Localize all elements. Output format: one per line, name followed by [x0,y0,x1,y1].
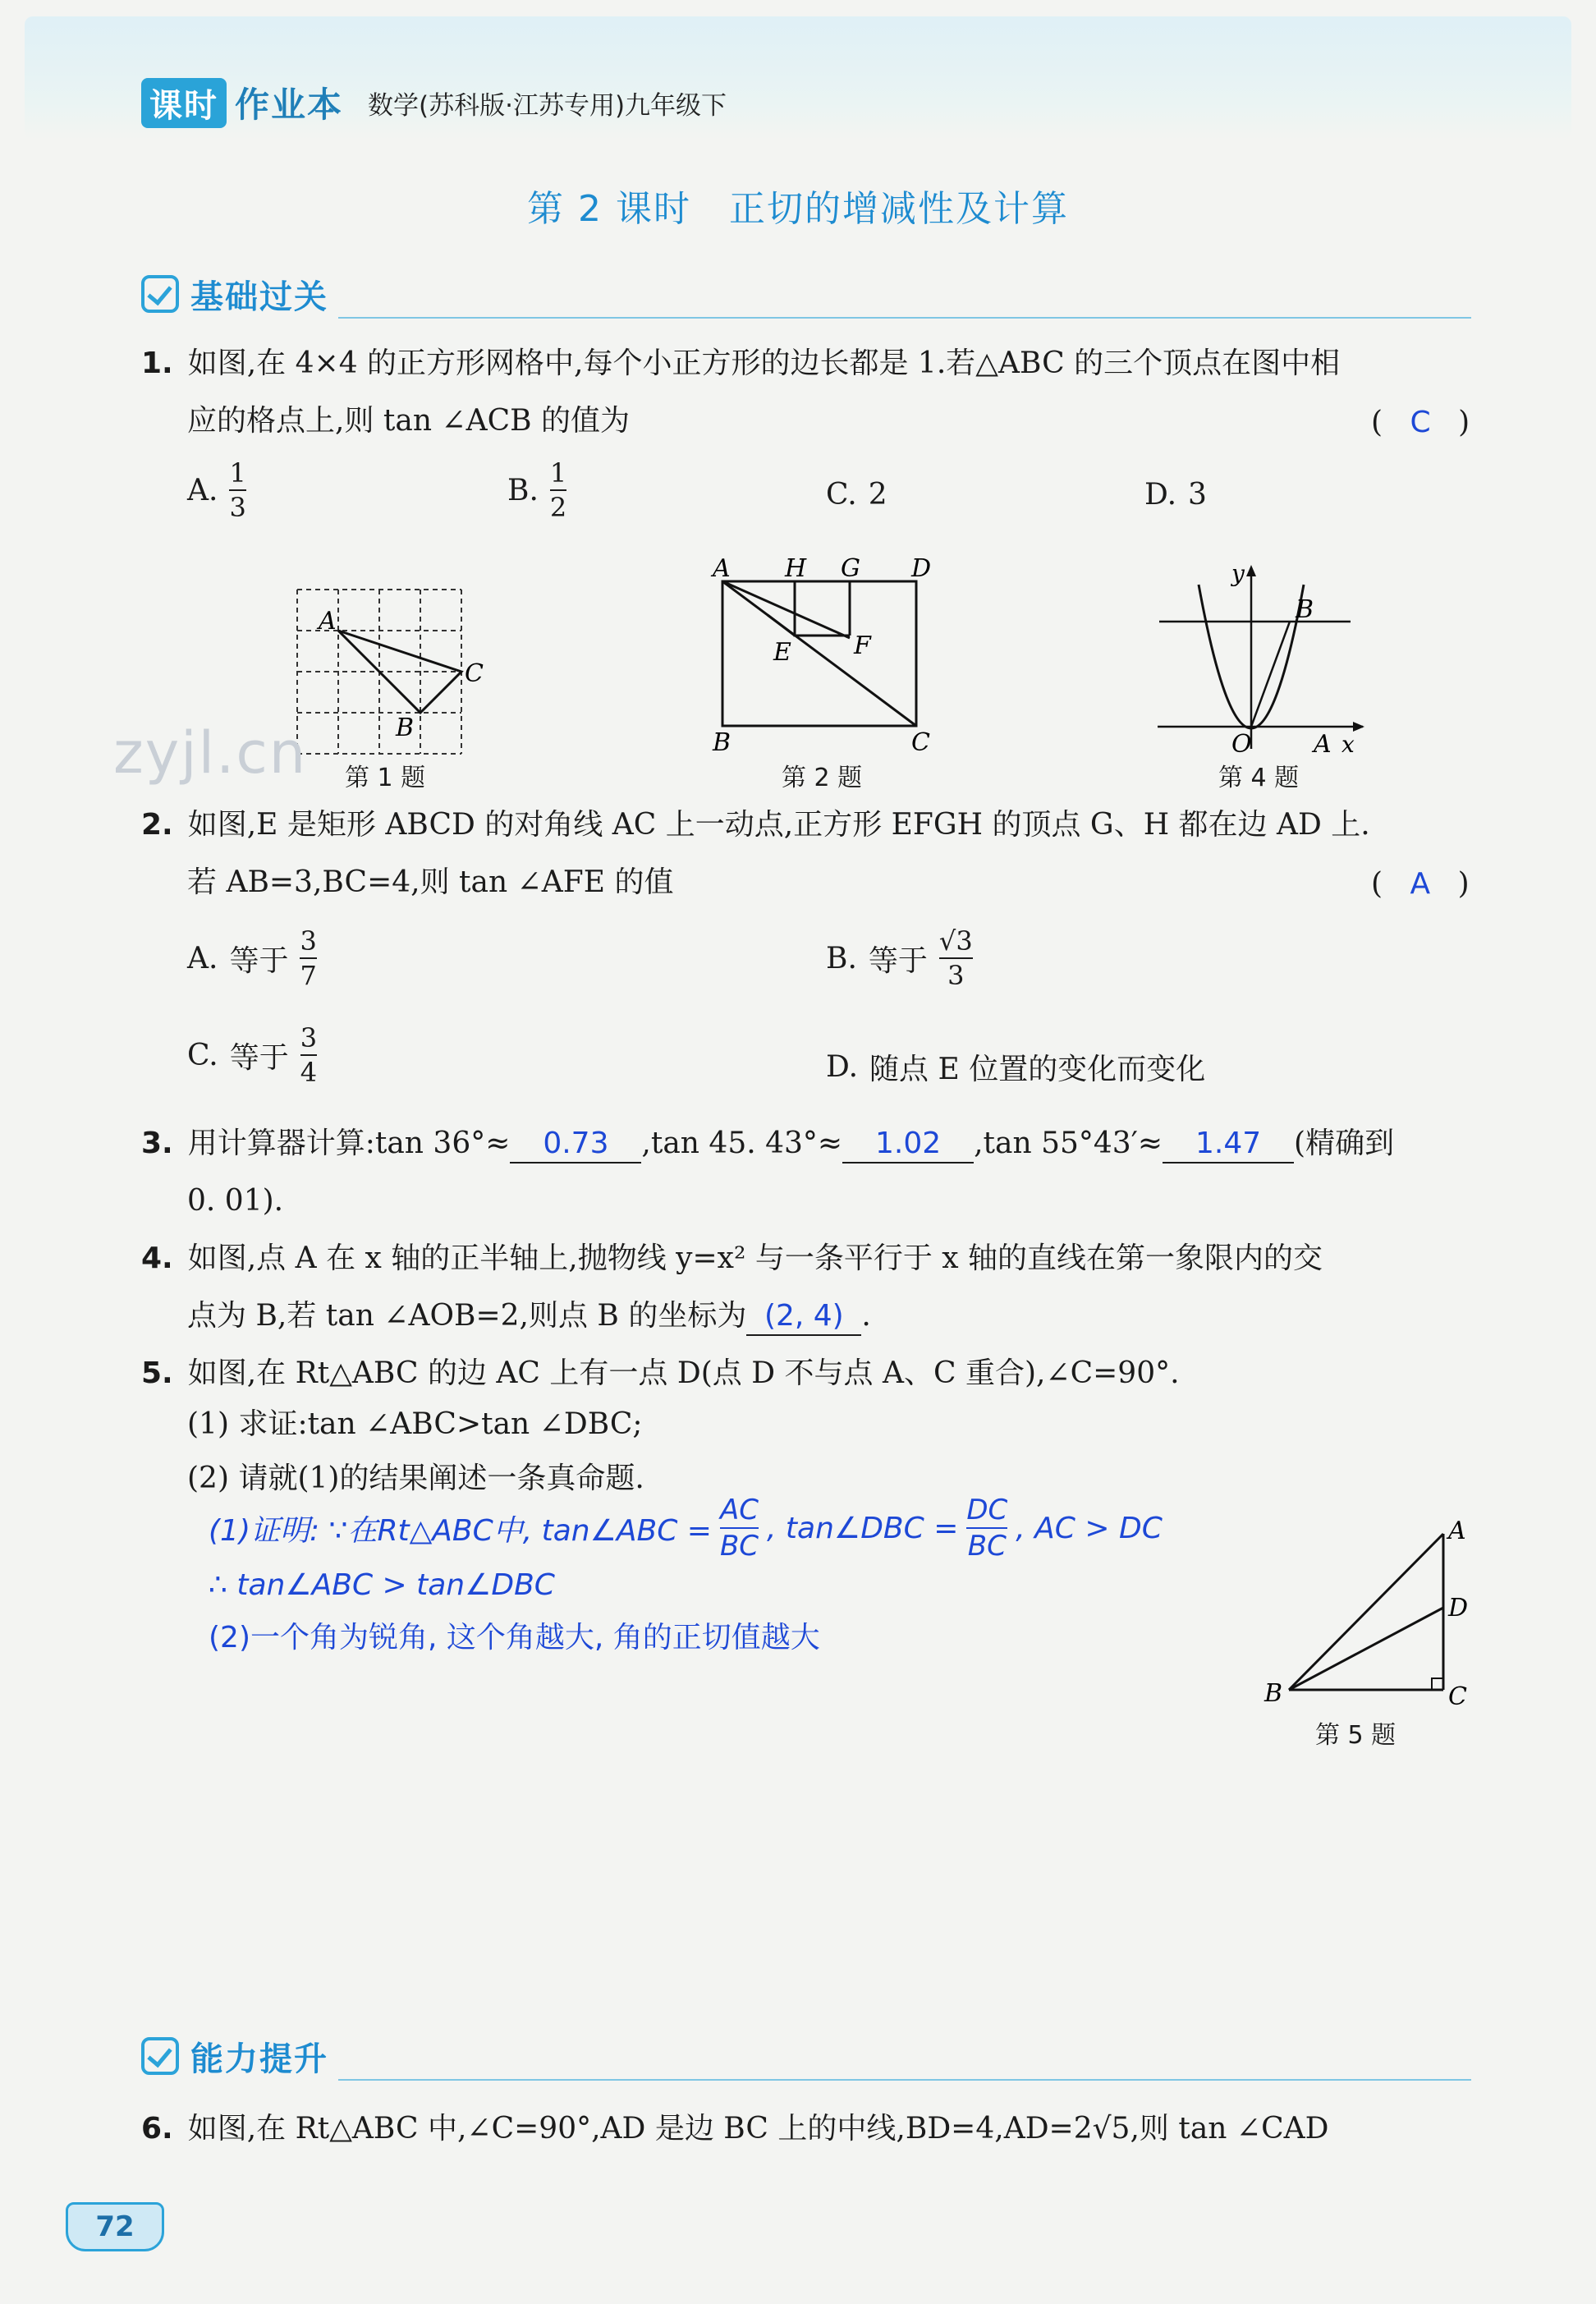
label-A: A [1314,730,1332,757]
q1-text1: 如图,在 4×4 的正方形网格中,每个小正方形的边长都是 1.若△ABC 的三个顶点在图中相 [187,347,1341,380]
q6-line1 [141,2100,1328,2158]
figure-4-parabola [1149,552,1379,757]
q4-text2: 点为 B,若 tan ∠AOB=2,则点 B 的坐标为 [187,1299,747,1333]
label-y: y [1231,560,1245,587]
fraction [300,925,317,991]
label-E: E [773,638,791,667]
section-divider [338,317,1471,319]
q1-line1 [141,335,1340,392]
q2-option-b [826,925,973,991]
proof-text: , tan∠DBC = [767,1511,959,1545]
option-label: A. [187,941,218,975]
q5-handwritten-answer-2: (2)一个角为锐角, 这个角越大, 角的正切值越大 [209,1621,820,1655]
q1-option-c [826,478,887,512]
option-label: D. [826,1050,859,1084]
q3-answer-1[interactable]: 0.73 [510,1126,641,1163]
option-text: 随点 E 位置的变化而变化 [869,1053,1206,1086]
paren-open: ( [1371,867,1383,901]
proof-text: (1)证明: ∵在Rt△ABC中, tan∠ABC = [209,1513,712,1548]
q3-answer-2[interactable]: 1.02 [842,1126,974,1163]
label-B: B [1264,1679,1283,1708]
fraction [938,925,973,991]
denominator: 3 [947,960,965,991]
q3-line1 [141,1115,1394,1173]
q2-option-a [187,925,317,991]
q4-text1: 如图,点 A 在 x 轴的正半轴上,抛物线 y=x² 与一条平行于 x 轴的直线在第一象限内的交 [187,1241,1323,1275]
q5-handwritten-conclusion: ∴ tan∠ABC > tan∠DBC [209,1568,555,1602]
section-divider [338,2079,1471,2081]
question-number: 1. [141,347,173,380]
label-H: H [785,554,807,583]
paren-open: ( [1371,406,1383,439]
numerator: 1 [229,457,246,489]
fraction [549,457,567,523]
q5-sub1: (1) 求证:tan ∠ABC>tan ∠DBC; [187,1407,643,1441]
label-D: D [1448,1594,1469,1622]
q2-line2: 若 AB=3,BC=4,则 tan ∠AFE 的值 [187,865,674,899]
brand-logo: 课时 [141,78,227,128]
denominator: BC [967,1530,1007,1563]
q3-text: ,tan 55°43′≈ [974,1127,1163,1160]
q5-line1 [141,1345,1180,1402]
question-number: 4. [141,1241,173,1275]
section-title: 能力提升 [190,2040,328,2078]
option-value: 2 [868,478,887,512]
label-B: B [713,728,732,757]
paren-close: ) [1457,867,1470,901]
q1-answer: C [1410,406,1431,439]
option-label: B. [507,473,539,507]
label-O: O [1231,730,1252,757]
option-label: C. [187,1038,218,1072]
q6-text1: 如图,在 Rt△ABC 中,∠C=90°,AD 是边 BC 上的中线,BD=4,AD=2√5,则 tan ∠CAD [187,2112,1329,2146]
numerator: 3 [300,1022,318,1053]
q2-option-c [187,1022,318,1088]
label-A: A [319,607,337,636]
label-C: C [911,728,930,757]
figure-5-caption: 第 5 题 [1315,1721,1396,1750]
lesson-title: 第 2 课时 正切的增减性及计算 [527,188,1069,230]
book-subtitle: 数学(苏科版·江苏专用)九年级下 [368,90,727,121]
fraction [966,1494,1008,1563]
q5-handwritten-proof [209,1494,1163,1563]
numerator: 1 [549,457,567,489]
numerator: 3 [300,925,317,957]
q2-text1: 如图,E 是矩形 ABCD 的对角线 AC 上一动点,正方形 EFGH 的顶点 G、H 都在边 AD 上. [187,808,1370,842]
section-title: 基础过关 [190,278,328,316]
q2-line1 [141,796,1370,854]
option-prefix: 等于 [868,943,928,978]
q3-text: ,tan 45. 43°≈ [641,1127,843,1160]
question-number: 3. [141,1127,173,1160]
q3-line2: 0. 01). [187,1184,284,1218]
label-F: F [854,631,871,660]
q4-answer[interactable]: (2, 4) [746,1298,861,1336]
question-number: 5. [141,1356,173,1390]
fraction [229,457,246,523]
option-prefix: 等于 [229,1040,289,1075]
q4-text-end: . [861,1299,871,1333]
q4-line2 [187,1287,871,1345]
q1-option-d [1144,478,1207,512]
numerator: AC [720,1494,759,1526]
denominator: 7 [300,960,317,991]
checkbox-icon [141,275,179,313]
header [141,79,727,126]
denominator: 2 [549,492,567,523]
page-number: 72 [66,2202,164,2251]
proof-text: , AC > DC [1016,1511,1163,1545]
label-B: B [396,714,415,742]
label-G: G [841,554,860,583]
paren-close: ) [1458,406,1470,439]
label-D: D [911,554,932,583]
denominator: 4 [300,1057,318,1088]
checkbox-icon [141,2037,179,2075]
q4-line1 [141,1230,1323,1287]
watermark: zyjl.cn [113,719,308,787]
fraction [300,1022,318,1088]
denominator: BC [719,1530,759,1563]
option-prefix: 等于 [229,943,289,978]
section-basic [141,269,1471,319]
q2-answer: A [1410,867,1431,901]
label-C: C [465,659,484,688]
figure-2-caption: 第 2 题 [782,764,863,792]
label-x: x [1341,731,1355,757]
q1-option-a [187,457,246,523]
q3-answer-3[interactable]: 1.47 [1163,1126,1294,1163]
option-label: A. [187,473,218,507]
numerator: √3 [938,925,973,957]
q2-option-d [826,1046,1205,1088]
numerator: DC [966,1494,1008,1526]
fraction [719,1494,759,1563]
label-A: A [713,554,731,583]
q5-sub2: (2) 请就(1)的结果阐述一条真命题. [187,1462,644,1495]
figure-4-caption: 第 4 题 [1218,764,1300,792]
q3-text: 用计算器计算:tan 36°≈ [187,1127,511,1160]
option-label: D. [1144,478,1177,512]
q5-text1: 如图,在 Rt△ABC 的边 AC 上有一点 D(点 D 不与点 A、C 重合),∠C=90°. [187,1356,1180,1390]
figure-1-grid [287,575,484,772]
denominator: 3 [229,492,246,523]
figure-1-caption: 第 1 题 [345,764,426,792]
option-value: 3 [1188,478,1207,512]
q1-option-b [507,457,567,523]
question-number: 2. [141,808,173,842]
q1-line2: 应的格点上,则 tan ∠ACB 的值为 [187,404,631,438]
figure-2-rectangle [706,552,952,757]
label-C: C [1448,1682,1467,1711]
option-label: B. [826,941,857,975]
brand-name: 作业本 [235,85,344,125]
figure-5-triangle [1256,1511,1486,1716]
label-A: A [1448,1517,1466,1545]
option-label: C. [826,478,857,512]
section-advanced [141,2031,1471,2081]
q3-text: (精确到 [1294,1127,1395,1160]
question-number: 6. [141,2112,173,2146]
q1-answer-bracket [1371,406,1470,439]
q2-answer-bracket [1371,867,1470,901]
label-B: B [1296,595,1314,624]
